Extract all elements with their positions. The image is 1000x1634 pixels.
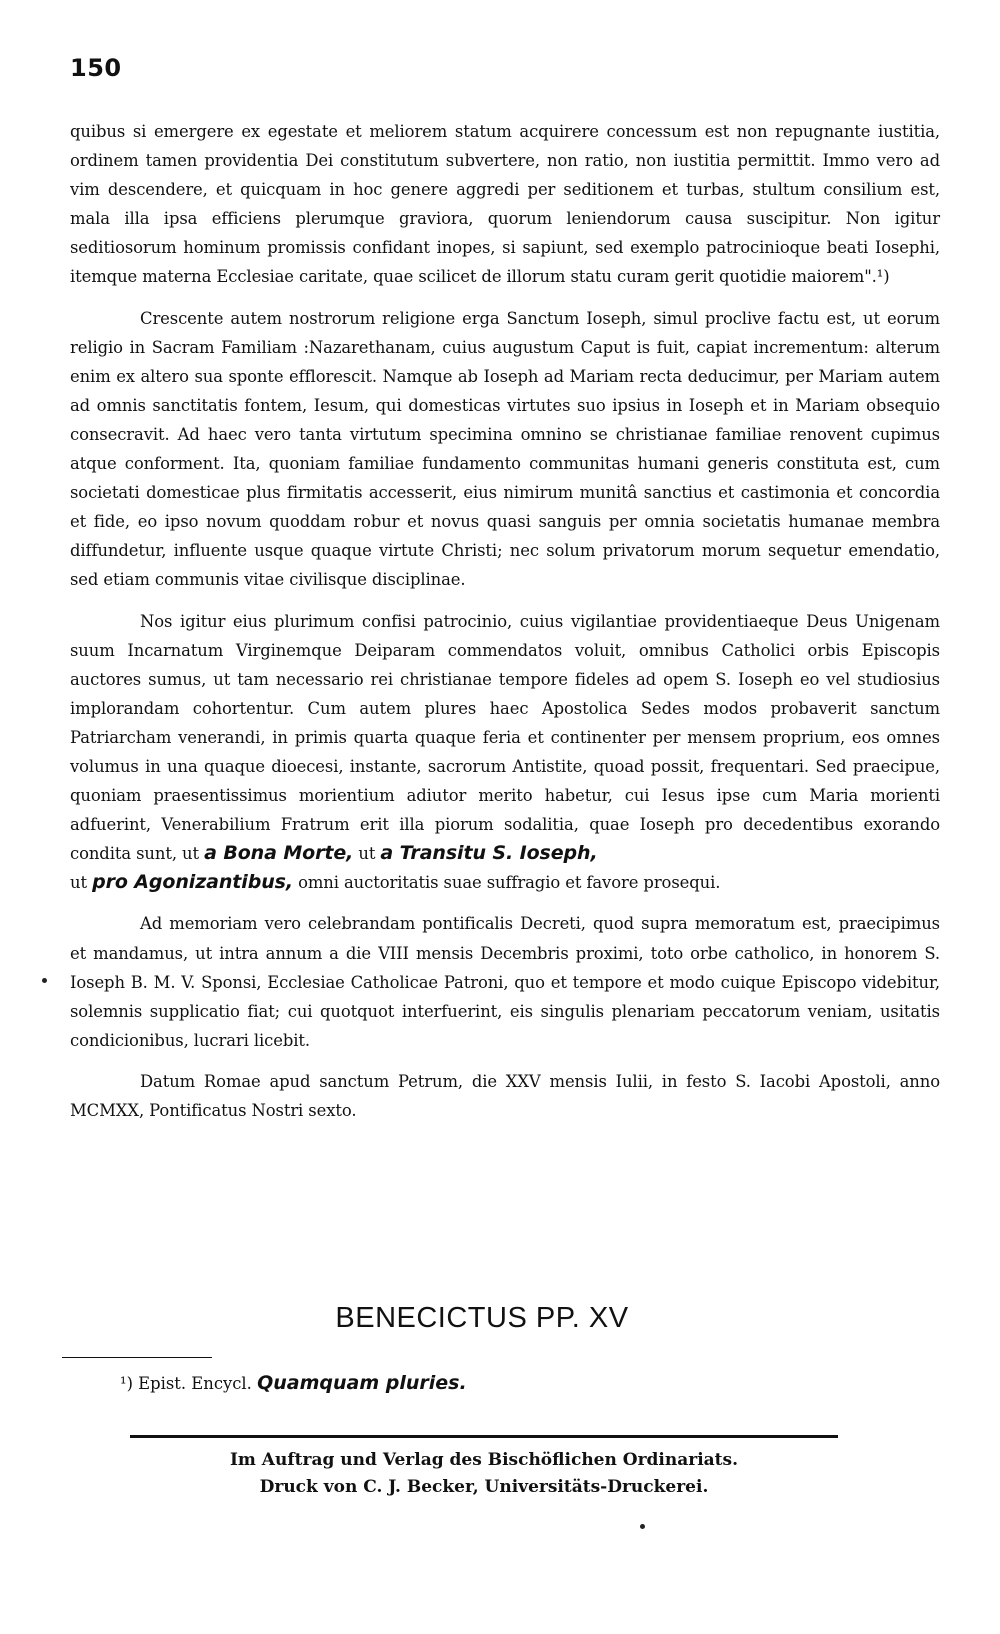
page-number: 150 [70,54,122,82]
paragraph-3-text-mid-1: ut [353,844,381,864]
paragraph-3-text-mid-2: ut [70,873,93,893]
footnote-marker: ¹) Epist. Encycl. [120,1374,252,1393]
imprint-line-2: Druck von C. J. Becker, Universitäts-Druckerei. [259,1477,709,1497]
footnote-divider [62,1357,212,1358]
paragraph-3-text-after: omni auctoritatis suae suffragio et favore prosequi. [292,873,721,893]
footnote-title: Quamquam pluries. [257,1372,467,1394]
imprint-line-1: Im Auftrag und Verlag des Bischöflichen Ordinariats. [229,1450,739,1470]
sodality-transitu: a Transitu S. Ioseph, [380,842,598,865]
paragraph-3-text-before: Nos igitur eius plurimum confisi patrocinio, cuius vigilantiae providentiaeque Deus Unigenam suum Incarnatum Virginemque Deiparam commendatos voluit, omnibus Catholici orbis Episcopis auctores sumus, ut tam necessario rei christianae tempore fideles ad opem S. Ioseph eo vel studiosius implorandam cohortentur. Cum autem plures haec Apostolica Sedes modos probaverit sanctum Patriarcham venerandi, in primis quarta quaque feria et continenter per mensem proprium, eos omnes volumus in una quaque dioecesi, instante, sacrorum Antistite, quoad possit, frequentari. Sed praecipue, quoniam praesentissimus morientium adiutor merito habetur, cui Iesus ipse cum Maria morienti adfuerint, Venerabilium Fratrum erit illa piorum sodalitia, quae Ioseph pro decedentibus exorando condita sunt, ut [70,611,940,864]
imprint [0,1447,1000,1501]
paragraph-4: Ad memoriam vero celebrandam pontificalis Decreti, quod supra memoratum est, praecipimus et mandamus, ut intra annum a die VIII mensis Decembris proximi, toto orbe catholico, in honorem S. Ioseph B. M. V. Sponsi, Ecclesiae Catholicae Patroni, quo et tempore et modo cuique Episcopo videbitur, solemnis supplicatio fiat; cui quotquot interfuerint, eis singulis plenariam peccatorum veniam, usitatis condicionibus, lucrari licebit. [70,914,940,1050]
imprint-divider [130,1435,838,1438]
sodality-agonizantibus: pro Agonizantibus, [92,871,293,894]
footnote [120,1372,467,1394]
stray-dot-mark [42,978,47,983]
papal-signature: BENECICTUS PP. XV [335,1302,629,1334]
sodality-bona-morte: a Bona Morte, [204,842,354,865]
body-text [70,117,940,1125]
paragraph-1: quibus si emergere ex egestate et meliorem statum acquirere concessum est non repugnante iustitia, ordinem tamen providentia Dei constitutum subvertere, non ratio, non iustitia permittit. Immo vero ad vim descendere, et quicquam in hoc genere aggredi per seditionem et turbas, stultum consilium est, mala illa ipsa efficiens plerumque graviora, quorum leniendorum causa suscipitur. Non igitur seditiosorum hominum promissis confidant inopes, si sapiunt, sed exemplo patrocinioque beati Iosephi, itemque materna Ecclesiae caritate, quae scilicet de illorum statu curam gerit quotidie maiorem".¹) [70,122,940,287]
paragraph-5: Datum Romae apud sanctum Petrum, die XXV mensis Iulii, in festo S. Iacobi Apostoli, anno MCMXX, Pontificatus Nostri sexto. [70,1071,940,1120]
paragraph-2: Crescente autem nostrorum religione erga Sanctum Ioseph, simul proclive factu est, ut eorum religio in Sacram Familiam :Nazarethanam, cuius augustum Caput is fuit, capiat incrementum: alterum enim ex altero sua sponte efflorescit. Namque ab Ioseph ad Mariam recta deducimur, per Mariam autem ad omnis sanctitatis fontem, Iesum, qui domesticas virtutes suo ipsius in Ioseph et in Mariam obsequio consecravit. Ad haec vero tanta virtutum specimina omnino se christianae familiae renovent cupimus atque conforment. Ita, quoniam familiae fundamento communitas humani generis constituta est, cum societati domesticae plus firmitatis accesserit, eius nimirum munitâ sanctius et castimonia et concordia et fide, eo ipso novum quoddam robur et novus quasi sanguis per omnia societatis humanae membra diffundetur, influente usque quaque virtute Christi; nec solum privatorum morum sequetur emendatio, sed etiam communis vitae civilisque disciplinae. [70,308,940,590]
stray-dot-mark [640,1524,645,1529]
paragraph-3 [70,607,940,898]
